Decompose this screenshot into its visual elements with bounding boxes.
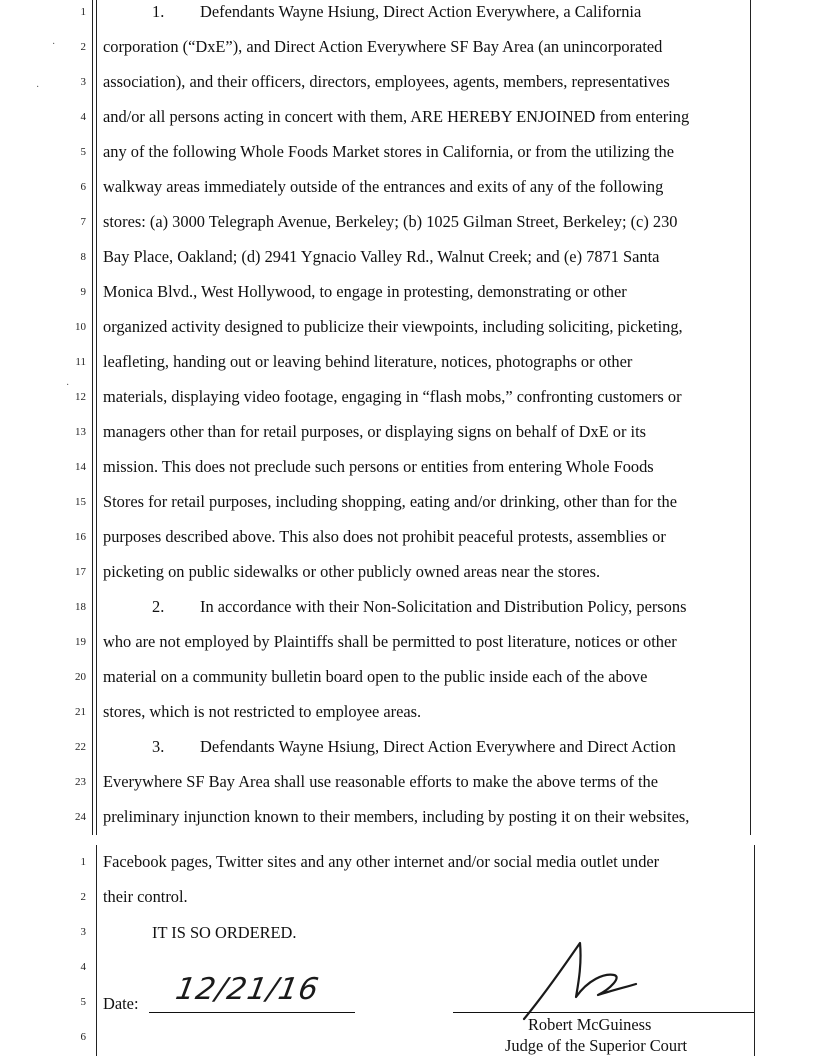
line-number: 24 [75, 811, 86, 823]
line-number: 9 [80, 286, 86, 298]
scan-mark: · [36, 82, 40, 93]
paragraph-2-line [152, 597, 802, 617]
paragraph-2-line: who are not employed by Plaintiffs shall be permitted to post literature, notices or other [103, 632, 677, 651]
paragraph-2-line: stores, which is not restricted to employee areas. [103, 702, 422, 721]
paragraph-3-line: preliminary injunction known to their members, including by posting it on their websites, [103, 807, 690, 826]
judge-title: Judge of the Superior Court [505, 1036, 688, 1055]
paragraph-1-line: materials, displaying video footage, engaging in “flash mobs,” confronting customers or [103, 387, 682, 406]
line-number: 5 [80, 146, 86, 158]
line-number: 17 [75, 566, 86, 578]
line-number: 13 [75, 426, 86, 438]
paragraph-number: 3. [152, 737, 165, 756]
scan-mark: · [52, 39, 56, 50]
line-number: 20 [75, 671, 86, 683]
line-number: 1 [80, 6, 86, 18]
line-number: 8 [80, 251, 86, 263]
paragraph-1-line: Monica Blvd., West Hollywood, to engage in protesting, demonstrating or other [103, 282, 627, 301]
line-number: 4 [80, 961, 86, 973]
line-number: 3 [80, 76, 86, 88]
line-number: 2 [80, 41, 86, 53]
line-number: 11 [75, 356, 86, 368]
paragraph-1-line: and/or all persons acting in concert with them, ARE HEREBY ENJOINED from entering [103, 107, 690, 126]
paragraph-1-line: association), and their officers, directors, employees, agents, members, representatives [103, 72, 670, 91]
line-number: 23 [75, 776, 86, 788]
paragraph-1-line: Stores for retail purposes, including shopping, eating and/or drinking, other than for the [103, 492, 678, 511]
line-number: 5 [80, 996, 86, 1008]
paragraph-1-line: walkway areas immediately outside of the entrances and exits of any of the following [103, 177, 664, 196]
paragraph-2-line: material on a community bulletin board open to the public inside each of the above [103, 667, 648, 686]
line-number: 10 [75, 321, 86, 333]
judge-signature-line [453, 1012, 754, 1013]
paragraph-1-line: organized activity designed to publicize their viewpoints, including soliciting, picketing, [103, 317, 683, 336]
paragraph-1-line: picketing on public sidewalks or other publicly owned areas near the stores. [103, 562, 601, 581]
paragraph-1-line: any of the following Whole Foods Market stores in California, or from the utilizing the [103, 142, 674, 161]
paragraph-1-line: Bay Place, Oakland; (d) 2941 Ygnacio Valley Rd., Walnut Creek; and (e) 7871 Santa [103, 247, 660, 266]
paragraph-1-line [152, 2, 802, 22]
line-number: 12 [75, 391, 86, 403]
paragraph-text: Defendants Wayne Hsiung, Direct Action Everywhere and Direct Action [200, 737, 676, 756]
paragraph-text: In accordance with their Non-Solicitation and Distribution Policy, persons [200, 597, 687, 616]
left-margin-rule-inner [96, 0, 97, 835]
line-number: 7 [80, 216, 86, 228]
continuation-line: Facebook pages, Twitter sites and any other internet and/or social media outlet under [103, 852, 660, 871]
continuation-line: their control. [103, 887, 188, 906]
paragraph-1-line: purposes described above. This also does not prohibit peaceful protests, assemblies or [103, 527, 666, 546]
paragraph-1-line: leafleting, handing out or leaving behind literature, notices, photographs or other [103, 352, 633, 371]
so-ordered-text: IT IS SO ORDERED. [152, 923, 297, 942]
line-number: 4 [80, 111, 86, 123]
scan-mark: · [66, 380, 70, 391]
left-margin-rule-page2 [96, 845, 97, 1056]
paragraph-1-line: stores: (a) 3000 Telegraph Avenue, Berkeley; (b) 1025 Gilman Street, Berkeley; (c) 230 [103, 212, 678, 231]
line-number: 6 [80, 181, 86, 193]
paragraph-text: Defendants Wayne Hsiung, Direct Action Everywhere, a California [200, 2, 642, 21]
date-signature-line [149, 1012, 355, 1013]
paragraph-1-line: mission. This does not preclude such persons or entities from entering Whole Foods [103, 457, 654, 476]
paragraph-1-line: corporation (“DxE”), and Direct Action Everywhere SF Bay Area (an unincorporated [103, 37, 663, 56]
paragraph-number: 1. [152, 2, 165, 21]
paragraph-1-line: managers other than for retail purposes, or displaying signs on behalf of DxE or its [103, 422, 647, 441]
line-number: 1 [80, 856, 86, 868]
judge-name: Robert McGuiness [528, 1015, 652, 1034]
page-break-gap [96, 835, 754, 845]
line-number: 3 [80, 926, 86, 938]
line-number: 21 [75, 706, 86, 718]
date-label: Date: [103, 994, 139, 1013]
line-number: 18 [75, 601, 86, 613]
line-number: 22 [75, 741, 86, 753]
line-number: 16 [75, 531, 86, 543]
paragraph-3-line: Everywhere SF Bay Area shall use reasonable efforts to make the above terms of the [103, 772, 658, 791]
line-number: 14 [75, 461, 86, 473]
line-number: 19 [75, 636, 86, 648]
left-margin-rule-outer [92, 0, 93, 835]
line-number: 6 [80, 1031, 86, 1043]
right-margin-rule-page2 [754, 845, 755, 1056]
paragraph-3-line [152, 737, 802, 757]
paragraph-number: 2. [152, 597, 165, 616]
line-number: 2 [80, 891, 86, 903]
handwritten-date: 12/21/16 [172, 972, 322, 1007]
line-number: 15 [75, 496, 86, 508]
